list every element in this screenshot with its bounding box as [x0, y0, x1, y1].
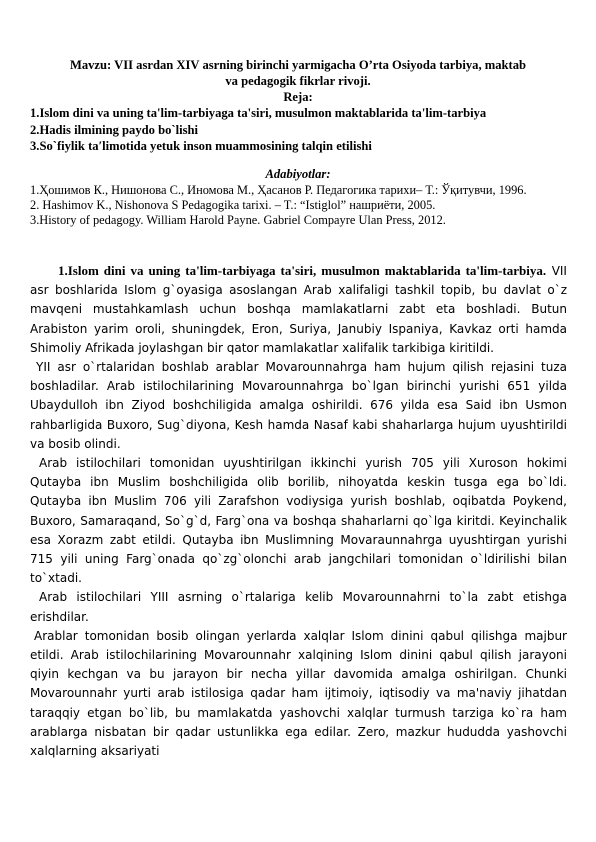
paragraph: YII asr o`rtalaridan boshlab arablar Movarounnahrga ham hujum qilish rejasini tuza boshladilar. Arab istilochilarining Movarounnahrga bo`lgan birinchi yurishi 651 yilda Ubaydulloh ibn Ziyod boshchiligida amalga oshirildi. 676 yilda esa Said ibn Usmon rahbarligida Buxoro, Sug`diyona, Kesh hamda Nasaf kabi shaharlarga hujum uyushtirildi va bosib olindi. [30, 360, 567, 451]
reference-item: 1.Ҳошимов К., Нишонова С., Иномова М., Ҳасанов Р. Педагогика тарихи– Т.: Ўқитувчи, 1996. [30, 183, 527, 197]
plan-item: 1.Islom dini va uning ta'lim-tarbiyaga ta'siri, musulmon maktablarida ta'lim-tarbiya [30, 106, 487, 120]
paragraph: Arab istilochilari tomonidan uyushtirilgan ikkinchi yurish 705 yili Xuroson hokimi Qutayba ibn Muslim boshchiligida olib borilib, nihoyatda keskin tusga ega bo`ldi. Qutayba ibn Muslim 706 yili Zarafshon vodiysiga yurish boshlab, oqibatda Poykend, Buxoro, Samaraqand, So`g`d, Farg`ona va boshqa shaharlarni qo`lga kiritdi. Keyinchalik esa Xorazm zabt etildi. Qutayba ibn Muslimning Movaraunnahrga uyushtirgan yurishi 715 yili uning Farg`onada qo`zg`olonchi arab jangchilari tomonidan o`ldirilishi bilan to`xtadi. [30, 456, 567, 586]
reference-item: 3.History of pedagogy. William Harold Payne. Gabriel Compayre Ulan Press, 2012. [30, 213, 446, 228]
section-body [30, 261, 567, 761]
reference-item: 2. Hashimov K., Nishonova S Pedagogika tarixi. – T.: “Istiglol” нашриёти, 2005. [30, 198, 436, 213]
plan-item: 2.Hadis ilmining paydo bo`lishi [30, 122, 198, 137]
plan-list [30, 105, 570, 155]
paragraph: Arablar tomonidan bosib olingan yerlarda xalqlar Islom dinini qabul qilishga majbur etildi. Arab istilochilarining Movarounnahr xalqining Islom dinini qabul qilish jarayoni qiyin kechgan va bu jarayon bir necha yillar davomida amalga oshirilgan. Chunki Movarounnahr yurti arab istilosiga qadar ham ijtimoiy, iqtisodiy va ma'naviy jihatdan taraqqiy etgan bo`lib, bu mamlakatda yashovchi xalqlar turmush tarziga ko`ra ham arablarga nisbatan bir qadar ustunlikka ega edilar. Zero, mazkur hududda yashovchi xalqlarning aksariyati [30, 628, 567, 759]
plan-title: Reja: [283, 90, 313, 104]
topic-title [30, 57, 566, 89]
references-title: Adabiyotlar: [265, 167, 331, 181]
topic-title-line-2: va pedagogik fikrlar rivoji. [225, 74, 371, 88]
paragraph: Arab istilochilari YIII asrning o`rtalariga kelib Movarounnahrni to`la zabt etishga erishdilar. [30, 590, 567, 624]
paragraph-text: VII asr boshlarida Islom g`oyasiga asoslangan Arab xalifaligi tashkil topib, bu davlat o`z mavqeni mustahkamlash uchun boshqa mamlakatlarni zabt eta boshladi. Butun Arabiston yarim oroli, shuningdek, Eron, Suriya, Janubiy Ispaniya, Kavkaz orti hamda Shimoliy Afrikada joylashgan bir qator mamlakatlar xalifalik tarkibiga kiritildi. [30, 264, 567, 355]
plan-item: 3.So`fiylik ta′limotida yetuk inson muammosining talqin etilishi [30, 139, 372, 153]
section-heading: 1.Islom dini va uning ta'lim-tarbiyaga ta'siri, musulmon maktablarida ta'lim-tarbiya. [58, 263, 547, 278]
topic-title-line-1: Mavzu: VII asrdan XIV asrning birinchi yarmigacha O’rta Osiyoda tarbiya, maktab [69, 58, 527, 72]
paragraph [30, 261, 567, 358]
references-list [30, 183, 566, 229]
